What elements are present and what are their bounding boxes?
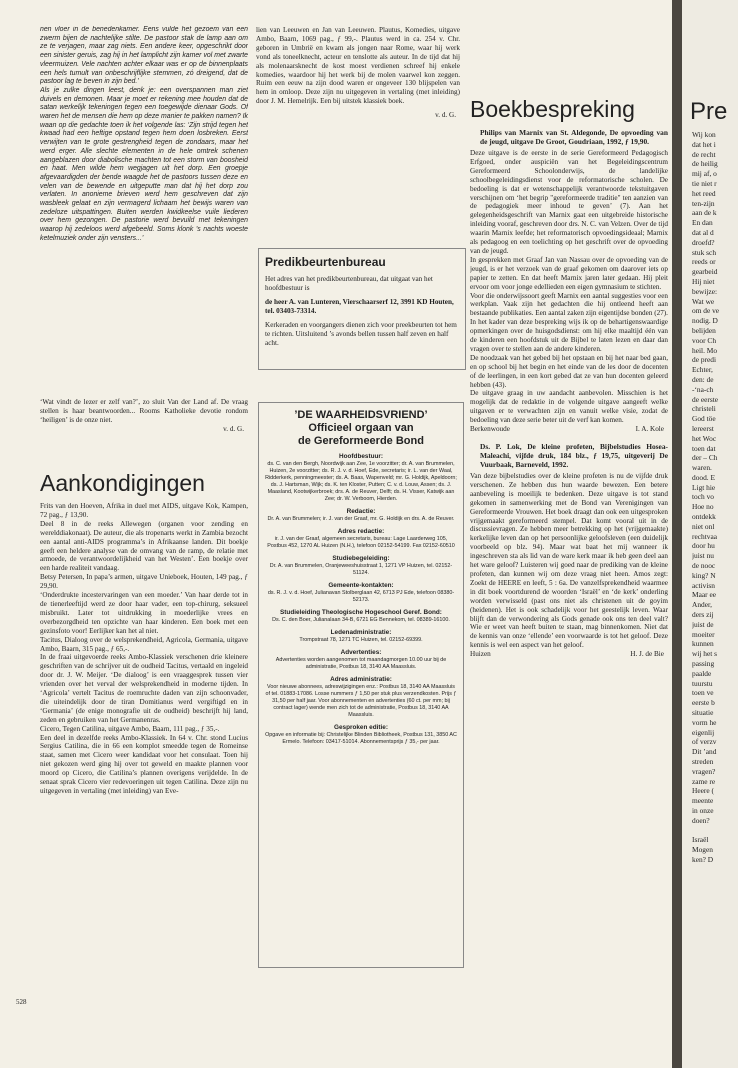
facing-line: dat het i: [692, 139, 716, 149]
story-paragraph: nen vloer in de benedenkamer. Eens vulde het gezoem van een zwerm bijen de nachtelijke stilte. De pastoor stak de lamp aan om ze te verjagen, maar zag niets. Een andere keer, opgeschrikt door een sinister geruis, zag hij in het lamplicht zijn kamer vol met zwarte vleermuizen. Vele nachten achter elkaar was er op de binnenplaats een hels tumult van onbeschrijflijke stemmen, zó dreigend, dat de pastoor lag te beven in zijn bed.’: [40, 26, 248, 86]
review-2-paragraph: Van deze bijbelstudies over de kleine profeten is nu de vijfde druk verschenen. Ze hebben dus hun waarde bewezen. Een betere aanbeveling is moeilijk te bedenken. Deze uitgave is tot stand gekomen in samenwerking met de Bond van Verenigingen van Gereformeerde Vrouwen. Het boek draagt dan ook een uitgesproken vrijgemaakt gereformeerd stempel. Dat komt vooral uit in de discussievragen. Ze hebben meer betrekking op het (vrijgemaakte) kerkelijke leven dan op het persoonlijke geloofsleven (een duidelijk voorbeeld op blz. 94). Maar wat baat het mij wanneer ik ingeschreven sta als lid van de ware kerk maar ik heb geen deel aan het ware geloof? Luisteren wij goed naar de prediking van de kleine profeten, dan kunnen wij om deze vraag niet heen. Amos zegt: Zoekt de HEERE en leeft, 5 : 6a. De vanzelfsprekendheid waarmee in dit boek voortdurend de woorden ‘Israël’ en ‘de kerk’ onderling worden verwisseld (past ons niet als christenen uit de goyim (heidenen). Het is ook schadelijk voor het geestelijk leven. Waar blijft dan de verwondering als Gods genade ook ons ten deel valt? Wie er weet van heeft buiten te staan, mag binnenkomen. Niet dat de kennis van onze ‘ellende’ een voorwaarde is tot het geloof. Deze kennis is wel een aspect van het geloof.: [470, 472, 668, 650]
facing-line: king? N: [692, 570, 716, 580]
section-body: ds. C. van den Bergh, Noordwijk aan Zee, 1e voorzitter; dr. A. van Brummelen, Huizen, 2e voorzitter; ds. R. J. v. d. Hoef, Ede, secretaris; ir. L. van der Waal, Ridderkerk, penningmeester; ds. A. Baas, Wapenveld; mr. G. Holdijk, Apeldoorn; ds. J. Hartsman, Wijk; ds. K. ten Kloster, Putten; C. v. d. Louw, Assen; ds. J. Maasland, Kootwijkerbroek; drs. A. de Reuver, Delft; ds. H. Visser, Katwijk aan Zee; dr. W. Verboom, Hierden.: [265, 461, 457, 502]
facing-line: juist de: [692, 619, 714, 629]
facing-line: meente: [692, 796, 714, 806]
facing-line: voor Ch: [692, 335, 717, 345]
facing-line: reeds or: [692, 257, 716, 267]
facing-page: [682, 0, 738, 1068]
section-heading: Redactie:: [346, 508, 376, 515]
facing-line: christeli: [692, 404, 716, 414]
announcement-item: In de fraai uitgevoerde reeks Ambo-Klassiek verschenen drie kleinere geschriften van de schrijver uit de oudheid Tacitus, vertaald en ingeleid door dr. J. W. Meijer. ‘De dialoog’ is een vraaggesprek tussen vier vrienden over het verval der welsprekendheid in moderne tijden. In ‘Agricola’ vertelt Tacitus de roemruchte daden van zijn schoonvader, die uiteindelijk door de tiran Domitianus werd vergiftigd en in ‘Germania’ (de enige monografie uit de oudheid) beschrijft hij land, zeden en gebruiken van het Germanenras.: [40, 653, 248, 724]
facing-line: -‘na-ch: [692, 384, 714, 394]
section-body: Voor nieuwe abonnees, adreswijzigingen enz.: Postbus 18, 3140 AA Maassluis of tel. 01883-17086. Losse nummers ƒ 1,50 per stuk plus verzendkosten. Prijs ƒ 31,50 per half jaar. Voor abonnementen en advertenties (60 ct. per mm; bij contract lager) wende men zich tot de administratie, Postbus 18, 3140 AA Maassluis.: [265, 684, 457, 718]
story-paragraph: Als je zulke dingen leest, denk je: een overspannen man ziet duivels en demonen. Maar je moet er rekening mee houden dat de satan werkelijk tekeningen tegen een toegewijde dienaar Gods. Of waren het de mensen die hem op deze manier te pakken namen? Ik waan op die gedachte toen ik het volgende las: ‘Zijn strijd tegen het kwaad had een heftige opstand tegen hem doen losbreken. Eerst verwijten van te grote gestrengheid tegen de zondaars, maar het werd erger. Alle slechte elementen in de hele omtrek schenen aangeblazen door diabolische machten tot een storm van boosheid en haat. Men wilde hem wegjagen uit het dorp. Een groepje afgevaardigden der bende waagde het de pastoors tussen deze en velen van de bewende en uitgeputte man dat hij het dorp zou verlaten. In anonieme brieven werd hem geschreven dat zijn wasbleek gelaat en zijn vermagerd lichaam het bewijs waren van zedeloze uitspattingen. Buiten werden kwidkeelse vuile liederen over hem gezongen. De pastorie werd bevuild met tekeningen waarop hij zedeloos werd afgebeeld. Soms klonk ’s nachts woeste ketelmuziek onder zijn vensters...’: [40, 86, 248, 242]
predikbeurten-intro: Het adres van het predikbeurtenbureau, dat uitgaat van het hoofdbestuur is: [265, 275, 433, 292]
masthead-subtitle: de Gereformeerde Bond: [298, 435, 424, 447]
facing-line: lereerst: [692, 423, 714, 433]
review-1-heading: Philips van Marnix van St. Aldegonde, De opvoeding van de jeugd, uitgave De Groot, Goudriaan, 1992, ƒ 19,90.: [480, 128, 668, 146]
predikbeurten-title: Predikbeurtenbureau: [265, 255, 386, 269]
announcement-item: Frits van den Hoeven, Afrika in duel met AIDS, uitgave Kok, Kampen, 72 pag., ƒ 13,90.: [40, 502, 248, 519]
announcement-item: ‘Onderdrukte incestervaringen van een moeder.’ Van haar derde tot in de tienerleeftijd werd ze door haar vader, een top-chirurg, seksueel misbruikt. Later tot uitdrukking in moederlijke vrees en overbezorgdheid ten opzichte van haar kinderen. Een boek met een gezinsfoto voor! Eerlijker kan het al niet.: [40, 591, 248, 635]
facing-line: de recht: [692, 149, 716, 159]
closing-text: ‘Wat vindt de lezer er zelf van?’, zo sluit Van der Land af. De vraag stellen is haar beantwoorden... Rooms Katholieke devotie rondom ‘heiligen’ is de onze niet.: [40, 398, 248, 424]
review-2-heading: Ds. P. Lok, De kleine profeten, Bijbelstudies Hosea-Maleachi, vijfde druk, 184 blz., ƒ 19,75, uitgeverij De Vuurbaak, Barneveld, 1992.: [480, 442, 668, 469]
facing-line: het Woc: [692, 433, 717, 443]
announcement-item: Een deel in dezelfde reeks Ambo-Klassiek. In 64 v. Chr. stond Lucius Sergius Catilina, die in 66 een komplot smeedde tegen de Romeinse staat, samen met Cicero weer kandidaat voor het consulaat. Toen hij niet gekozen werd ging hij over tot geweld en maakte plannen voor moord op Cicero, die Catilina’s plannen overigens verijdelde. In de senaat sprak Cicero vier redevoeringen uit tegen Catilina. Deze zijn nu uitgegeven in vertaling (met inleiding) van Eve-: [40, 733, 248, 795]
announcement-item: Betsy Petersen, In papa’s armen, uitgave Unieboek, Houten, 149 pag., ƒ 29,90.: [40, 573, 248, 591]
predikbeurten-box: [258, 248, 466, 370]
facing-line: Heere (: [692, 786, 714, 796]
section-heading: Adres redactie:: [337, 528, 385, 535]
review-1-paragraph: In gesprekken met Graaf Jan van Nassau over de opvoeding van de jeugd, is er het verzoek van de graaf gekomen om daarover iets op papier te zetten. En dat heeft Marnix jaren later gedaan. Hij pleit ervoor om voor jonge edellieden een eigen gymnasium te stichten.: [470, 255, 668, 291]
review-1-place: Berkenwoude: [470, 425, 510, 434]
facing-line: heil. Mo: [692, 345, 718, 355]
facing-line: wij het s: [692, 649, 718, 659]
review-2-signature: H. J. de Bie: [630, 650, 664, 659]
boekbespreking-heading: Boekbespreking: [470, 96, 635, 122]
facing-line: in onze: [692, 805, 714, 815]
story-closing: [40, 398, 248, 452]
facing-line: toch vo: [692, 492, 714, 502]
facing-line: toen ve: [692, 688, 714, 698]
facing-line: ten-zijn: [692, 198, 715, 208]
facing-line: tuurstu: [692, 678, 713, 688]
facing-line: niet onl: [692, 521, 715, 531]
review-1-paragraph: Deze uitgave is de eerste in de serie Gereformeerd Pedagogisch Erfgoed, onder auspiciën van het Begeleidingscentrum Gereformeerd Schoolonderwijs, de landelijke schoolbegeleidingsdienst voor de reformatorische scholen. De bedoeling is dat er wetenschappelijk verantwoorde tekstuitgaven verschijnen om ‘het begrip "gereformeerde traditie" ten aanzien van de pedagogiek meer inhoud te geven’ (7). Aan het gelegenheidsgeschrift van Marnix gaat een uitgebreide historische inleiding vooraf, geschreven door drs. N. C. van Velzen. Over de tijd waarin Marnix leefde; het reformatorisch opvoedingsideaal; Marnix als pedagoog en een toelichting op het geschrift over de opvoeding van de jeugd.: [470, 149, 668, 255]
section-heading: Ledenadministratie:: [330, 629, 392, 636]
announcement-item: Cicero, Tegen Catilina, uitgave Ambo, Baarn, 111 pag., ƒ 35,-.: [40, 724, 220, 733]
facing-line: door hu: [692, 541, 715, 551]
predikbeurten-address: de heer A. van Lunteren, Vierschaarserf 12, 3991 KD Houten, tel. 03403-73314.: [265, 298, 454, 315]
section-body: Opgave en informatie bij: Christelijke Blinden Bibliotheek, Postbus 131, 3850 AC Ermelo. Telefoon: 03417-51014. Abonnementsprijs ƒ 35,- per jaar.: [265, 732, 457, 745]
review-1-byline: [470, 425, 668, 434]
section-heading: Studiebegeleiding:: [332, 555, 390, 562]
predikbeurten-note: Kerkeraden en voorgangers dienen zich voor preekbeurten tot hem te richten. Uitsluitend ’s avonds bellen tussen half zeven en half acht.: [265, 321, 457, 347]
section-heading: Gemeente-kontakten:: [328, 582, 394, 589]
closing-signature: v. d. G.: [223, 424, 244, 433]
facing-line: belijden: [692, 325, 716, 335]
facing-line: om de ve: [692, 306, 720, 316]
facing-line: het reed: [692, 188, 716, 198]
facing-line: Ligt hie: [692, 482, 716, 492]
facing-line: dat al d: [692, 227, 714, 237]
facing-line: tie niet r: [692, 178, 717, 188]
facing-line: ontdekk: [692, 512, 716, 522]
facing-line: Wij kon: [692, 130, 716, 139]
page-number: 528: [16, 998, 27, 1006]
facing-line: de eerste: [692, 394, 719, 404]
facing-line: droefd?: [692, 237, 715, 247]
facing-line: ders zij: [692, 610, 714, 620]
facing-line: situatie: [692, 708, 714, 718]
facing-line: doen?: [692, 815, 710, 825]
facing-line: Echter,: [692, 365, 713, 375]
masthead-subtitle: Officieel orgaan van: [308, 422, 414, 434]
facing-line: waren.: [692, 463, 712, 473]
book-spine: [672, 0, 682, 1068]
section-body: Advertenties worden aangenomen tot maandagmorgen 10.00 uur bij de administratie, Postbus 18, 3140 AA Maassluis.: [275, 657, 447, 670]
section-heading: Adres administratie:: [330, 676, 392, 683]
section-body: Ds. C. den Boer, Julianalaan 34-B, 6721 EG Bennekom, tel. 08389-16100.: [272, 617, 450, 623]
announcements-column: [40, 502, 248, 996]
review-1-paragraph: De uitgave graag in uw aandacht aanbevolen. Misschien is het mogelijk dat de redaktie in de volgende uitgave aangeeft welke uitgaven er te verwachten zijn en vanuit welke visie, zodat de bedoeling van deze serie beter uit de verf kan komen.: [470, 389, 668, 425]
facing-line: streden: [692, 757, 714, 766]
facing-line: der – Ch: [692, 453, 718, 463]
section-heading: Studieleiding Theologische Hogeschool Geref. Bond:: [280, 609, 442, 616]
masthead-title: ’DE WAARHEIDSVRIEND’: [294, 409, 428, 421]
facing-heading: Pre: [690, 98, 728, 125]
facing-line: de heilig: [692, 159, 718, 169]
facing-line: toen dat: [692, 443, 716, 453]
plautus-text: lien van Leeuwen en Jan van Leeuwen. Plautus, Komedies, uitgave Ambo, Baarn, 1069 pag., ƒ 99,-. Plautus werd in ca. 254 v. Chr. geboren in Umbrië en kwam als jongen naar Rome, waar hij werk vond als toneelknecht, acteur en tenslotte als auteur. In de tijd dat hij als molenaarsknecht de kost moest verdienen schreef hij enkele komedies, waardoor hij het werk bij de molen vaarwel kon zeggen. Ruim een eeuw na zijn dood waren er ongeveer 130 blijspelen van hem in omloop. Deze zijn nu uitgegeven in vertaling (met inleiding) door J. M. Hemelrijk. Een bij uitstek klassiek boek.: [256, 26, 460, 106]
facing-line: vorm he: [692, 717, 717, 727]
facing-line: aan de k: [692, 208, 717, 218]
review-1-paragraph: De noodzaak van het gebed bij het opstaan en bij het naar bed gaan, en op school bij het begin en het einde van de les door de docenten of de leerlingen, in een kort gebed dat ze van hun docenten geleerd hebben (43).: [470, 353, 668, 389]
section-body: ds. R. J. v. d. Hoef, Julianavan Stolberglaan 42, 6713 PJ Ede, telefoon 08380-52173.: [267, 590, 455, 603]
facing-line: rechtvaa: [692, 531, 718, 541]
plautus-column: [256, 26, 460, 238]
facing-line: Hij niet: [692, 276, 715, 286]
facing-line: activisn: [692, 580, 715, 590]
review-2-byline: [470, 650, 668, 659]
facing-line: paalde: [692, 668, 712, 678]
facing-line: Ander,: [692, 600, 713, 610]
facing-line: zame re: [692, 776, 716, 786]
review-1-paragraph: Voor die onderwijssoort geeft Marnix een aantal suggesties voor een werkplan. Vaak zijn het gedachten die hij ontleend heeft aan bestaande publikaties. Een aantal zaken zijn eigentijdse bonden (27).: [470, 291, 668, 318]
facing-line: mij af, o: [692, 169, 717, 179]
section-body: ir. J. van der Graaf, algemeen secretaris, bureau: Lage Laarderweg 105, Postbus 452, 1270 AL Huizen (N.H.), telefoon 02152-54199. Fax 02152-60510: [267, 536, 455, 549]
facing-line: Wat we: [692, 296, 715, 306]
facing-line: gearbeid: [692, 267, 718, 277]
announcement-item: Tacitus, Dialoog over de welsprekendheid, Agricola, Germania, uitgave Ambo, Baarn, 315 pag., ƒ 65,-.: [40, 635, 248, 653]
section-body: Dr. A. van Brummelen; ir. J. van der Graaf, mr. G. Holdijk en drs. A. de Reuver.: [267, 516, 455, 522]
facing-line: den: de: [692, 374, 714, 384]
plautus-signature: v. d. G.: [435, 111, 456, 120]
facing-line: of verzv: [692, 737, 717, 747]
review-2-place: Huizen: [470, 650, 491, 659]
facing-line: En dan: [692, 218, 713, 228]
aankondigingen-heading: Aankondigingen: [40, 470, 205, 496]
facing-line: Israël: [692, 835, 709, 845]
facing-line: Mogen: [692, 845, 713, 855]
facing-line: bewijze:: [692, 286, 718, 296]
section-body: Dr. A. van Brummelen, Oranjeweeshuisstraat 1, 1271 VP Huizen, tel. 02152-51124.: [269, 563, 453, 576]
facing-line: Hoe no: [692, 502, 714, 512]
section-body: Trompstraat 78, 1271 TC Huizen, tel. 02152-69399.: [299, 637, 423, 643]
facing-line: de nooc: [692, 561, 716, 571]
facing-line: moeiter: [692, 629, 715, 639]
facing-line: vragen?: [692, 766, 716, 776]
facing-line: juist nu: [692, 551, 714, 561]
facing-line: Dit ’and: [692, 747, 717, 757]
facing-line: dood. E: [692, 472, 715, 482]
waarheidsvriend-box: [258, 402, 464, 968]
facing-line: de predi: [692, 355, 717, 365]
facing-line: stuk sch: [692, 247, 717, 257]
review-1-signature: I. A. Kole: [635, 425, 664, 434]
story-column: [40, 26, 248, 392]
section-heading: Gesproken editie:: [334, 724, 388, 731]
review-1-paragraph: In het kader van deze bespreking wijs ik op de behartigenswaardige opmerkingen over de huisgodsdienst: om hij elke maaltijd één van de kinderen een hoofdstuk uit de Bijbel te laten lezen en daar dan vragen over te stellen aan de andere kinderen.: [470, 318, 668, 353]
facing-line: ken? D: [692, 854, 714, 864]
facing-line: passing: [692, 659, 715, 669]
announcement-item: Deel 8 in de reeks Allewegen (organen voor zending en werelddiakonaat). De auteur, die als tropenarts werkt in Zambia bezocht een aantal anti-AIDS programma’s in Afrikaanse landen. Dit boekje geeft een heldere analyse van de omvang van de ramp, de relatie met armoede, de verantwoordelijkheid van het Westen’. Een boekje over een harde realiteit vandaag.: [40, 519, 248, 573]
facing-line: eigenlij: [692, 727, 715, 737]
facing-text-column: [692, 130, 738, 865]
facing-line: eerste b: [692, 698, 715, 708]
facing-line: [692, 826, 738, 836]
facing-line: God töe: [692, 414, 716, 424]
facing-line: Maar ee: [692, 590, 717, 600]
section-heading: Advertenties:: [340, 649, 382, 656]
review-column: [470, 124, 668, 990]
section-heading: Hoofdbestuur:: [338, 453, 384, 460]
facing-line: kunnen: [692, 639, 714, 649]
facing-line: nodig. D: [692, 316, 718, 326]
